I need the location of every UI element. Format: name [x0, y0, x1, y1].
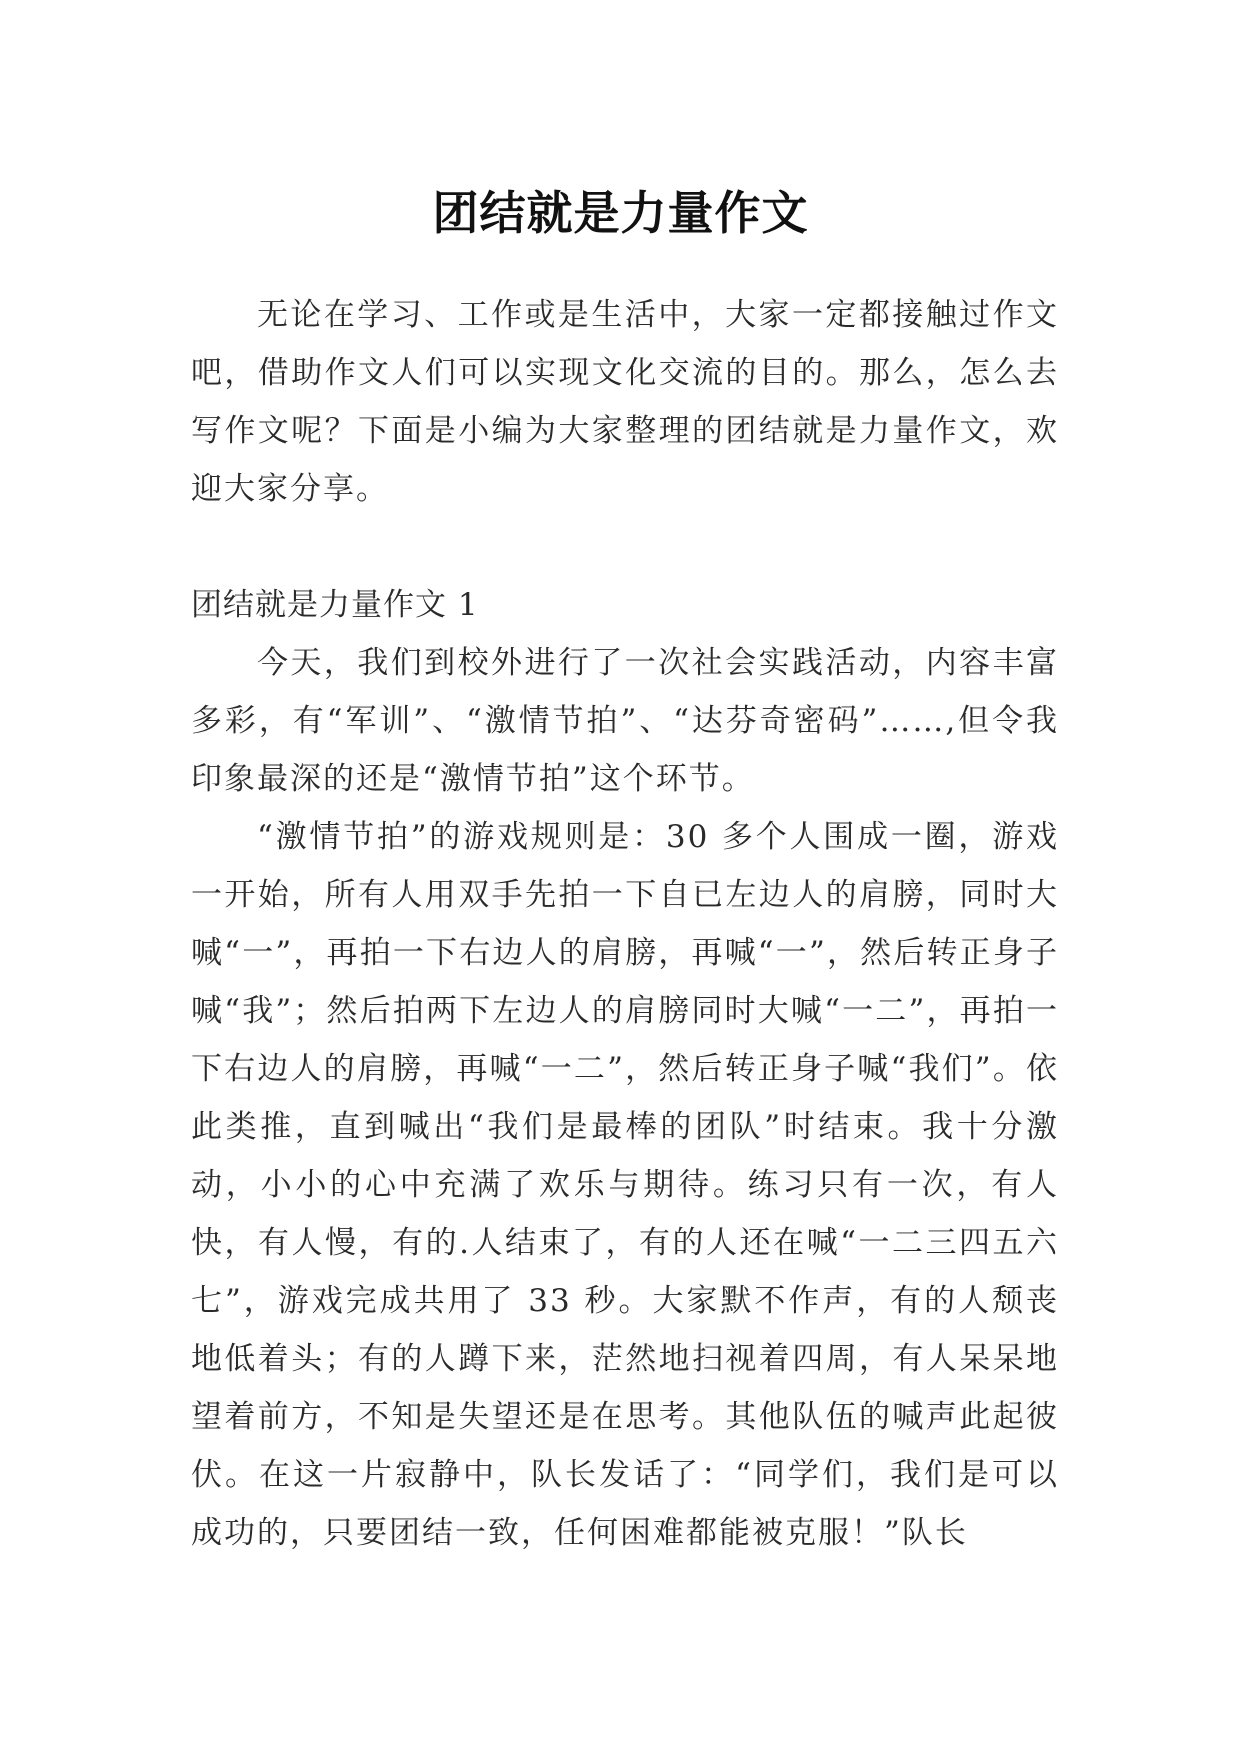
body-paragraph-2: “激情节拍”的游戏规则是：30 多个人围成一圈，游戏一开始，所有人用双手先拍一下自已左边人的肩膀，同时大喊“一”，再拍一下右边人的肩膀，再喊“一”，然后转正身子喊“我”；然后拍两下左边人的肩膀同时大喊“一二”，再拍一下右边人的肩膀，再喊“一二”，然后转正身子喊“我们”。依此类推，直到喊出“我们是最棒的团队”时结束。我十分激动，小小的心中充满了欢乐与期待。练习只有一次，有人快，有人慢，有的.人结束了，有的人还在喊“一二三四五六七”，游戏完成共用了 33 秒。大家默不作声，有的人颓丧地低着头；有的人蹲下来，茫然地扫视着四周，有人呆呆地望着前方，不知是失望还是在思考。其他队伍的喊声此起彼伏。在这一片寂静中，队长发话了：“同学们，我们是可以成功的，只要团结一致，任何困难都能被克服！”队长 — [191, 819, 1059, 1551]
intro-paragraph: 无论在学习、工作或是生活中，大家一定都接触过作文吧，借助作文人们可以实现文化交流的目的。那么，怎么去写作文呢？下面是小编为大家整理的团结就是力量作文，欢迎大家分享。 — [191, 297, 1059, 507]
document-title: 团结就是力量作文 — [432, 185, 809, 240]
section-heading: 团结就是力量作文 1 — [191, 587, 479, 623]
body-paragraph-1: 今天，我们到校外进行了一次社会实践活动，内容丰富多彩，有“军训”、“激情节拍”、“达芬奇密码”……,但令我印象最深的还是“激情节拍”这个环节。 — [191, 645, 1059, 797]
